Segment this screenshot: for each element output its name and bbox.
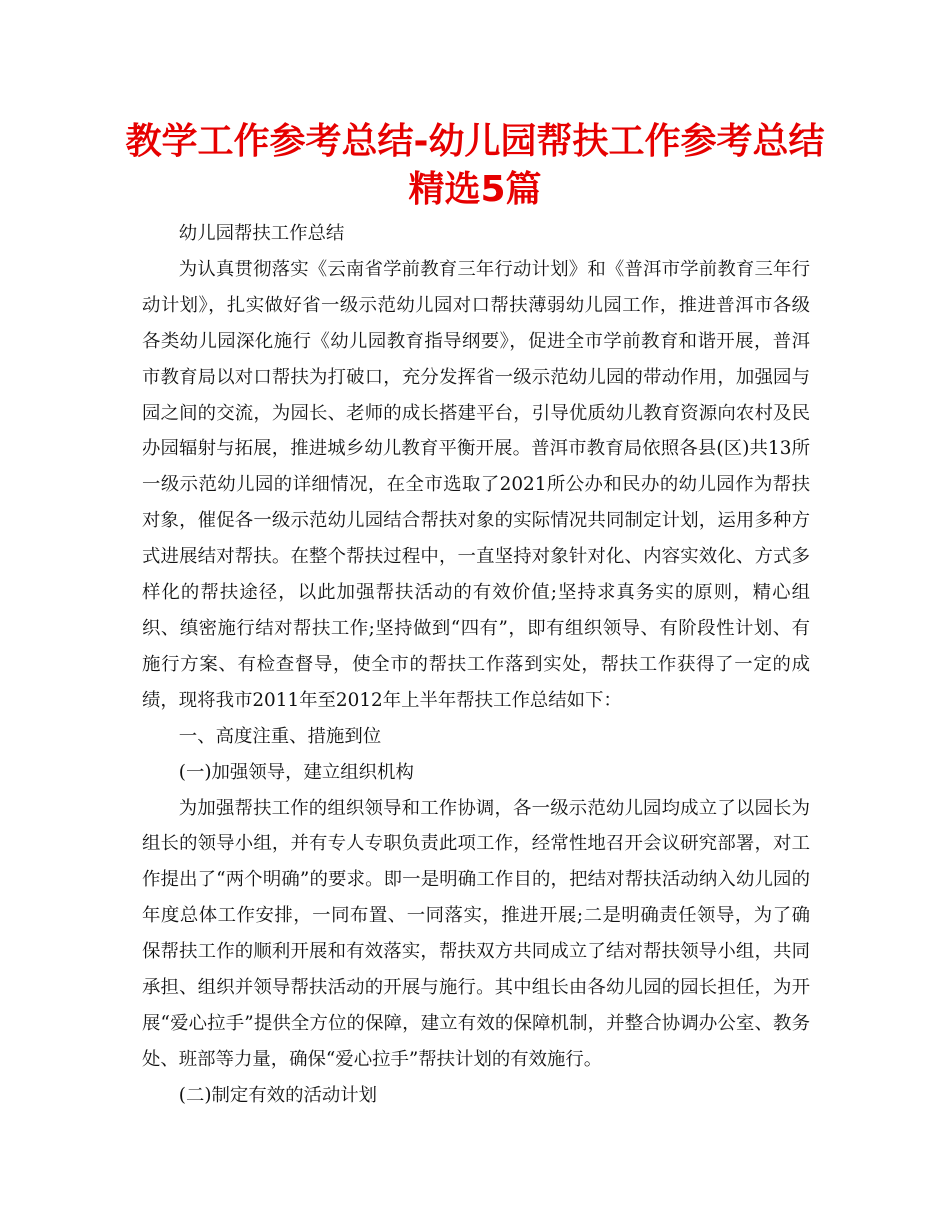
section-heading: 幼儿园帮扶工作总结 <box>178 223 345 244</box>
body-paragraph: 为认真贯彻落实《云南省学前教育三年行动计划》和《普洱市学前教育三年行动计划》，扎实做好省一级示范幼儿园对口帮扶薄弱幼儿园工作，推进普洱市各级各类幼儿园深化施行《幼儿园教育指导纲要》，促进全市学前教育和谐开展，普洱市教育局以对口帮扶为打破口，充分发挥省一级示范幼儿园的带动作用，加强园与园之间的交流，为园长、老师的成长搭建平台，引导优质幼儿教育资源向农村及民办园辐射与拓展，推进城乡幼儿教育平衡开展。普洱市教育局依照各县(区)共13所一级示范幼儿园的详细情况，在全市选取了2021所公办和民办的幼儿园作为帮扶对象，催促各一级示范幼儿园结合帮扶对象的实际情况共同制定计划，运用多种方式进展结对帮扶。在整个帮扶过程中，一直坚持对象针对化、内容实效化、方式多样化的帮扶途径，以此加强帮扶活动的有效价值;坚持求真务实的原则，精心组织、缜密施行结对帮扶工作;坚持做到“四有”，即有组织领导、有阶段性计划、有施行方案、有检查督导，使全市的帮扶工作落到实处，帮扶工作获得了一定的成绩，现将我市2011年至2012年上半年帮扶工作总结如下： <box>142 258 810 711</box>
document-title: 教学工作参考总结-幼儿园帮扶工作参考总结精选5篇 <box>125 121 825 210</box>
subsection-heading: (二)制定有效的活动计划 <box>178 1084 378 1106</box>
document-body <box>142 216 810 1114</box>
section-heading: 一、高度注重、措施到位 <box>178 725 382 747</box>
subsection-heading: (一)加强领导，建立组织机构 <box>178 761 414 783</box>
body-paragraph: 为加强帮扶工作的组织领导和工作协调，各一级示范幼儿园均成立了以园长为组长的领导小组，并有专人专职负责此项工作，经常性地召开会议研究部署，对工作提出了“两个明确”的要求。即一是明确工作目的，把结对帮扶活动纳入幼儿园的年度总体工作安排，一同布置、一同落实，推进开展;二是明确责任领导，为了确保帮扶工作的顺利开展和有效落实，帮扶双方共同成立了结对帮扶领导小组，共同承担、组织并领导帮扶活动的开展与施行。其中组长由各幼儿园的园长担任，为开展“爱心拉手”提供全方位的保障，建立有效的保障机制，并整合协调办公室、教务处、班部等力量，确保“爱心拉手”帮扶计划的有效施行。 <box>142 797 810 1070</box>
